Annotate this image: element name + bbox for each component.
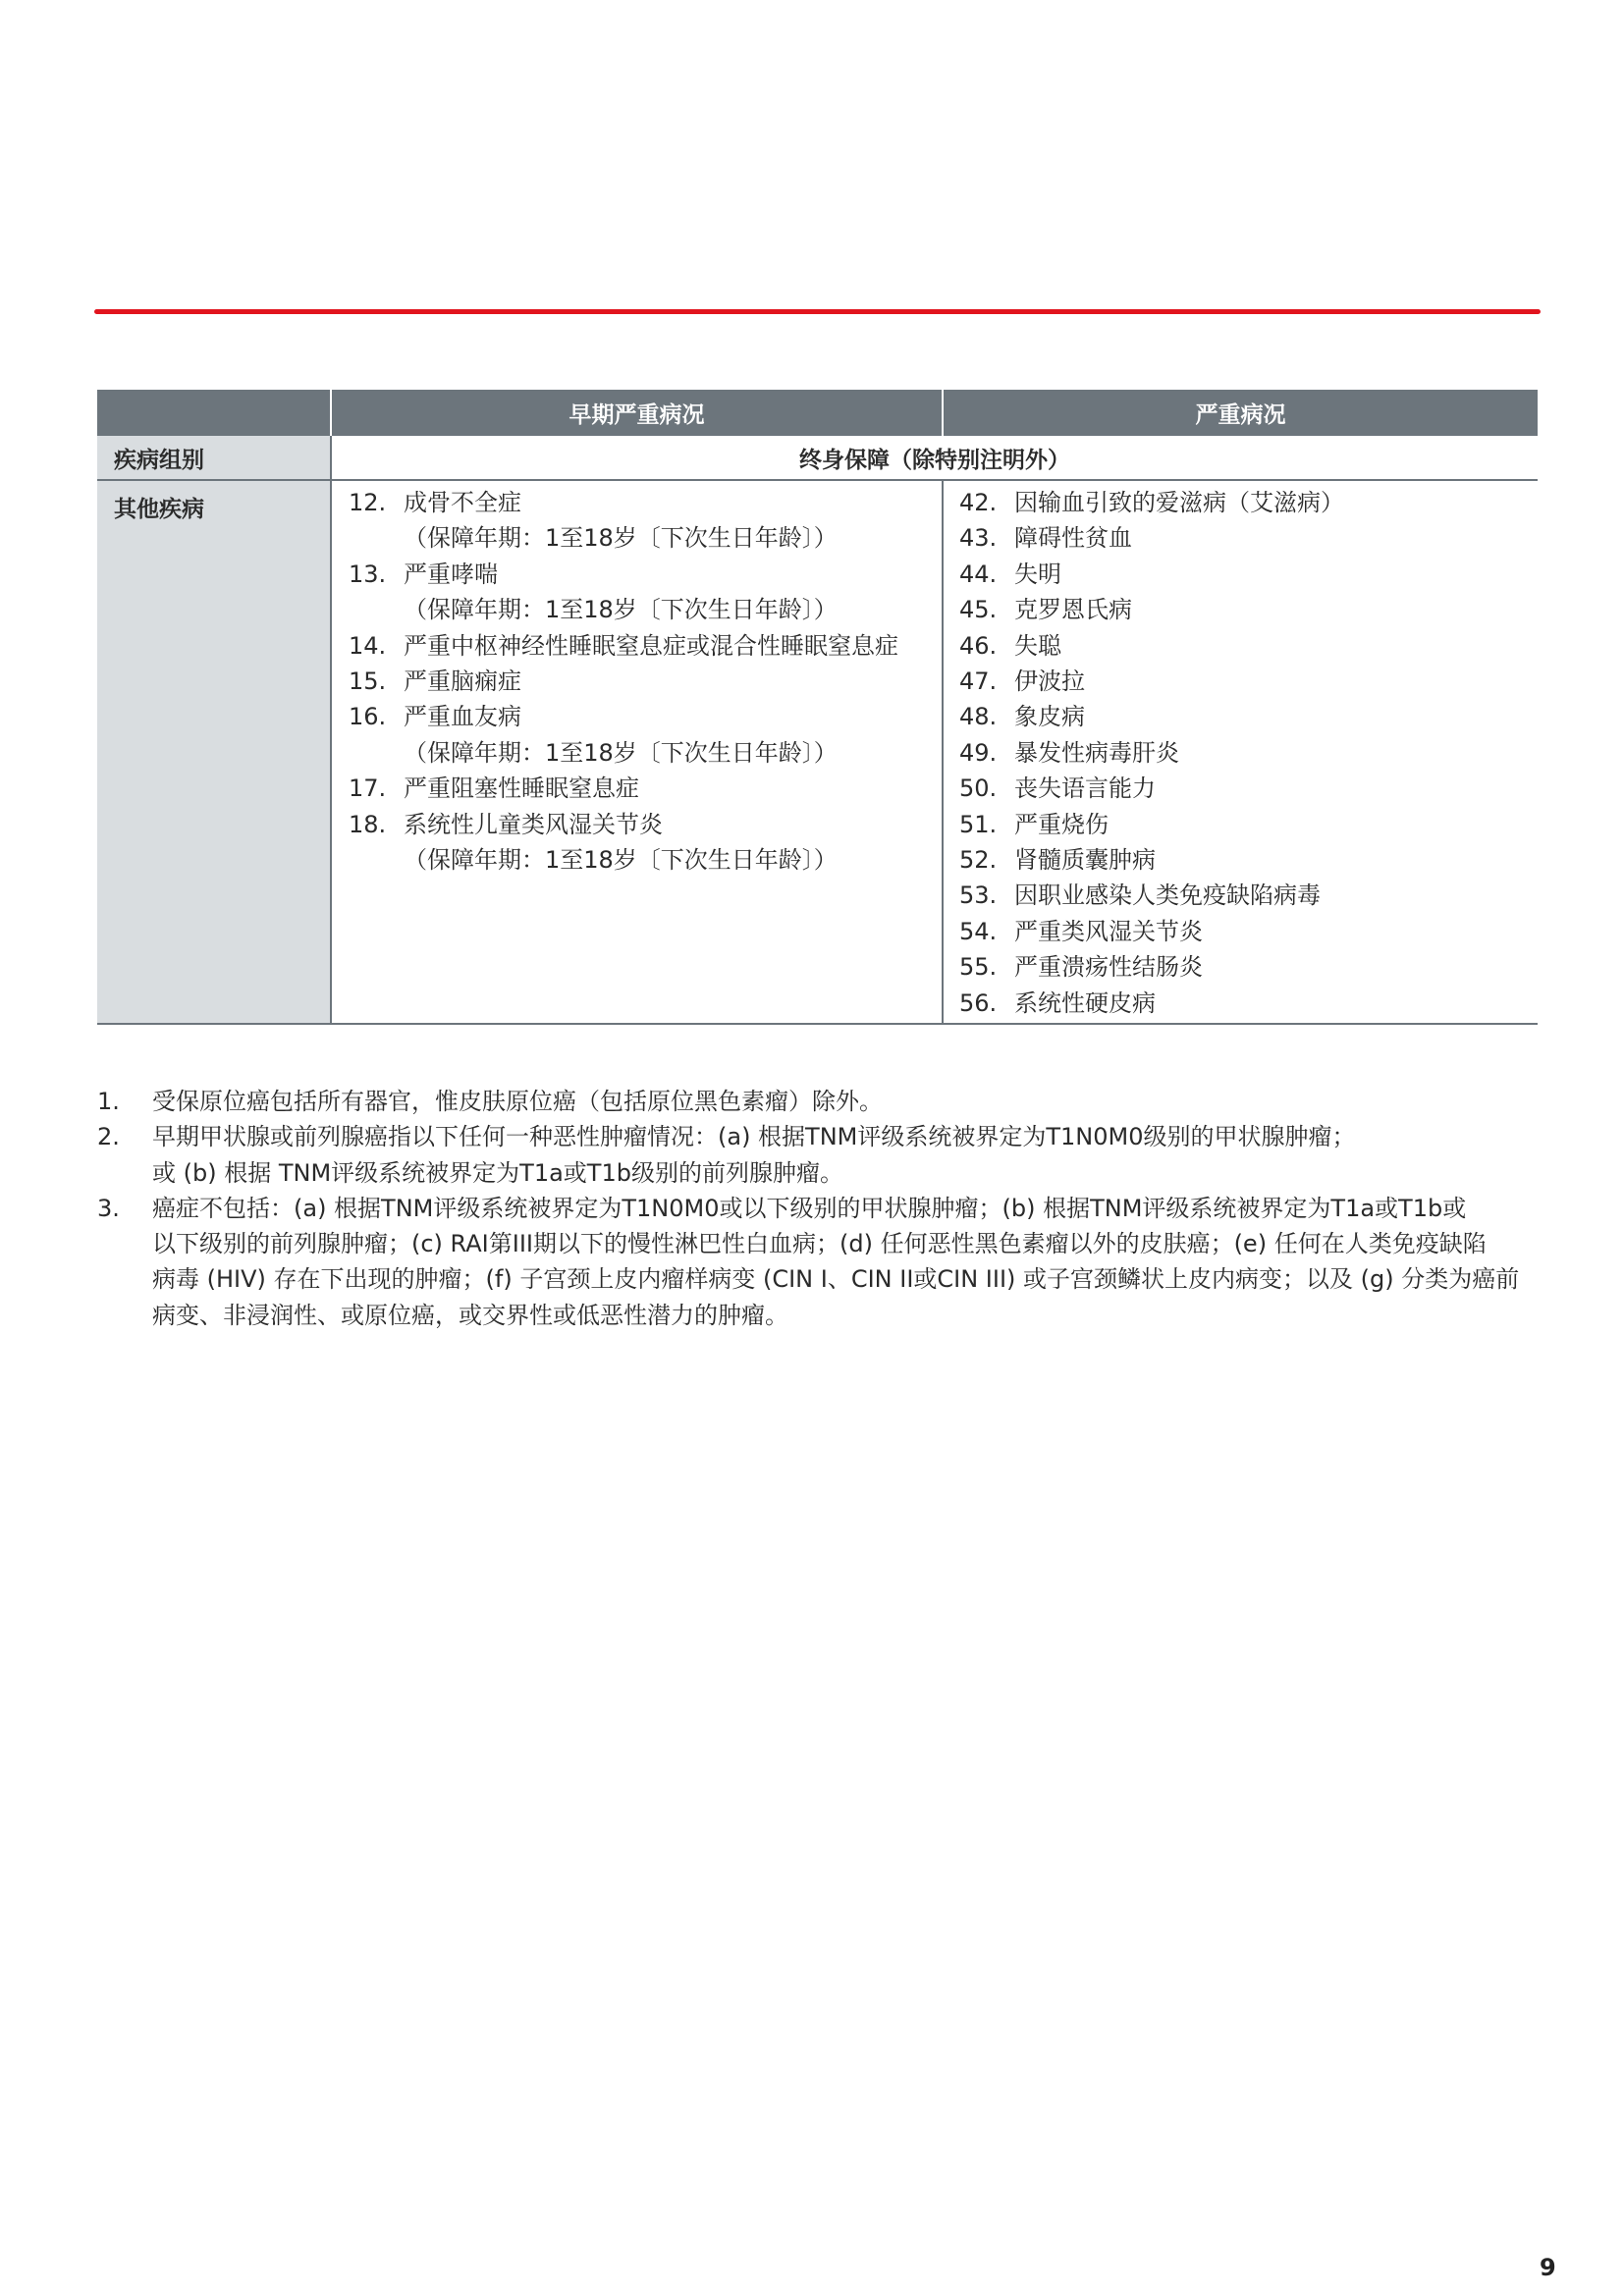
list-item bbox=[349, 842, 942, 878]
item-text: 严重溃疡性结肠炎 bbox=[1014, 953, 1203, 982]
list-item bbox=[959, 735, 1538, 771]
coverage-period-note: （保障年期：1至18岁〔下次生日年龄〕） bbox=[404, 596, 838, 624]
footnote-line: 病毒 (HIV) 存在下出现的肿瘤；(f) 子宫颈上皮内瘤样病变 (CIN I、CIN II或CIN III) 或子宫颈鳞状上皮内病变；以及 (g) 分类为癌前 bbox=[152, 1265, 1520, 1294]
item-number: 15. bbox=[349, 667, 387, 696]
footnote-line: 以下级别的前列腺肿瘤；(c) RAI第III期以下的慢性淋巴性白血病；(d) 任何恶性黑色素瘤以外的皮肤癌；(e) 任何在人类免疫缺陷 bbox=[152, 1230, 1487, 1258]
list-item bbox=[959, 664, 1538, 699]
list-item bbox=[349, 628, 942, 664]
item-text: 障碍性贫血 bbox=[1014, 524, 1132, 553]
list-item bbox=[349, 592, 942, 627]
page-number: 9 bbox=[1540, 2254, 1556, 2281]
list-item bbox=[349, 557, 942, 592]
list-item bbox=[959, 592, 1538, 627]
list-item bbox=[959, 986, 1538, 1021]
list-item bbox=[349, 485, 942, 520]
item-text: 克罗恩氏病 bbox=[1014, 596, 1132, 624]
footnote-text bbox=[152, 1119, 1531, 1191]
item-number: 17. bbox=[349, 774, 387, 803]
item-number: 13. bbox=[349, 560, 387, 588]
item-number: 44. bbox=[959, 560, 998, 588]
severe-items-cell bbox=[942, 481, 1538, 1023]
footnote bbox=[97, 1084, 1531, 1119]
item-text: 严重中枢神经性睡眠窒息症或混合性睡眠窒息症 bbox=[404, 631, 898, 660]
item-number: 55. bbox=[959, 953, 998, 982]
item-text: 严重哮喘 bbox=[404, 560, 498, 588]
list-item bbox=[959, 520, 1538, 556]
item-number: 49. bbox=[959, 738, 998, 767]
item-number: 42. bbox=[959, 489, 998, 516]
list-item bbox=[349, 520, 942, 556]
item-number: 18. bbox=[349, 810, 387, 838]
footnotes bbox=[97, 1084, 1531, 1333]
footnote-text bbox=[152, 1191, 1531, 1333]
item-text: 严重类风湿关节炎 bbox=[1014, 917, 1203, 945]
item-number: 16. bbox=[349, 703, 387, 731]
footnote-line: 或 (b) 根据 TNM评级系统被界定为T1a或T1b级别的前列腺肿瘤。 bbox=[152, 1158, 843, 1187]
item-number: 48. bbox=[959, 703, 998, 731]
footnote-line: 病变、非浸润性、或原位癌，或交界性或低恶性潜力的肿瘤。 bbox=[152, 1301, 788, 1329]
footnote-line: 癌症不包括：(a) 根据TNM评级系统被界定为T1N0M0或以下级别的甲状腺肿瘤；(b) 根据TNM评级系统被界定为T1a或T1b或 bbox=[152, 1194, 1467, 1222]
early-items-list bbox=[349, 485, 942, 878]
item-number: 45. bbox=[959, 596, 998, 624]
item-text: 严重阻塞性睡眠窒息症 bbox=[404, 774, 639, 803]
list-item bbox=[349, 735, 942, 771]
coverage-table bbox=[97, 390, 1538, 1025]
item-number: 52. bbox=[959, 846, 998, 875]
footnote-line: 早期甲状腺或前列腺癌指以下任何一种恶性肿瘤情况：(a) 根据TNM评级系统被界定为T1N0M0级别的甲状腺肿瘤； bbox=[152, 1123, 1356, 1151]
category-cell: 其他疾病 bbox=[97, 481, 330, 1023]
item-number: 14. bbox=[349, 631, 387, 660]
item-text: 系统性硬皮病 bbox=[1014, 988, 1156, 1017]
item-number: 50. bbox=[959, 774, 998, 803]
group-label: 疾病组别 bbox=[97, 436, 330, 479]
item-number: 56. bbox=[959, 988, 998, 1017]
list-item bbox=[959, 699, 1538, 734]
item-text: 严重血友病 bbox=[404, 703, 521, 731]
list-item bbox=[959, 878, 1538, 913]
item-text: 成骨不全症 bbox=[404, 489, 521, 516]
footnote-number: 1. bbox=[97, 1088, 120, 1115]
list-item bbox=[349, 771, 942, 806]
table-header-row bbox=[97, 390, 1538, 436]
item-text: 象皮病 bbox=[1014, 703, 1085, 731]
item-text: 肾髓质囊肿病 bbox=[1014, 846, 1156, 875]
header-blank-cell bbox=[97, 390, 330, 436]
top-red-rule bbox=[94, 309, 1541, 314]
item-text: 失明 bbox=[1014, 560, 1061, 588]
item-text: 丧失语言能力 bbox=[1014, 774, 1156, 803]
early-items-cell bbox=[330, 481, 942, 1023]
item-number: 53. bbox=[959, 881, 998, 910]
list-item bbox=[349, 699, 942, 734]
coverage-label: 终身保障（除特别注明外） bbox=[330, 436, 1538, 479]
item-text: 因输血引致的爱滋病（艾滋病） bbox=[1014, 489, 1344, 516]
item-number: 54. bbox=[959, 917, 998, 945]
item-number: 47. bbox=[959, 667, 998, 696]
footnote-line: 受保原位癌包括所有器官，惟皮肤原位癌（包括原位黑色素瘤）除外。 bbox=[152, 1088, 883, 1115]
item-number: 51. bbox=[959, 810, 998, 838]
list-item bbox=[349, 664, 942, 699]
header-severe-critical: 严重病况 bbox=[942, 390, 1538, 436]
header-early-critical: 早期严重病况 bbox=[330, 390, 942, 436]
item-text: 严重脑痫症 bbox=[404, 667, 521, 696]
item-text: 严重烧伤 bbox=[1014, 810, 1109, 838]
item-text: 伊波拉 bbox=[1014, 667, 1085, 696]
coverage-period-note: （保障年期：1至18岁〔下次生日年龄〕） bbox=[404, 738, 838, 767]
table-body-row bbox=[97, 481, 1538, 1025]
footnote-number: 3. bbox=[97, 1194, 120, 1222]
list-item bbox=[959, 807, 1538, 842]
list-item bbox=[349, 807, 942, 842]
item-number: 12. bbox=[349, 489, 387, 516]
footnote bbox=[97, 1191, 1531, 1333]
list-item bbox=[959, 842, 1538, 878]
coverage-period-note: （保障年期：1至18岁〔下次生日年龄〕） bbox=[404, 524, 838, 553]
item-number: 43. bbox=[959, 524, 998, 553]
list-item bbox=[959, 914, 1538, 949]
list-item bbox=[959, 628, 1538, 664]
item-number: 46. bbox=[959, 631, 998, 660]
group-row bbox=[97, 436, 1538, 481]
list-item bbox=[959, 485, 1538, 520]
footnote-text bbox=[152, 1084, 1531, 1119]
severe-items-list bbox=[959, 485, 1538, 1021]
footnote bbox=[97, 1119, 1531, 1191]
list-item bbox=[959, 949, 1538, 985]
list-item bbox=[959, 557, 1538, 592]
item-text: 暴发性病毒肝炎 bbox=[1014, 738, 1179, 767]
item-text: 因职业感染人类免疫缺陷病毒 bbox=[1014, 881, 1321, 910]
list-item bbox=[959, 771, 1538, 806]
footnote-number: 2. bbox=[97, 1123, 120, 1151]
coverage-period-note: （保障年期：1至18岁〔下次生日年龄〕） bbox=[404, 846, 838, 875]
item-text: 失聪 bbox=[1014, 631, 1061, 660]
item-text: 系统性儿童类风湿关节炎 bbox=[404, 810, 663, 838]
